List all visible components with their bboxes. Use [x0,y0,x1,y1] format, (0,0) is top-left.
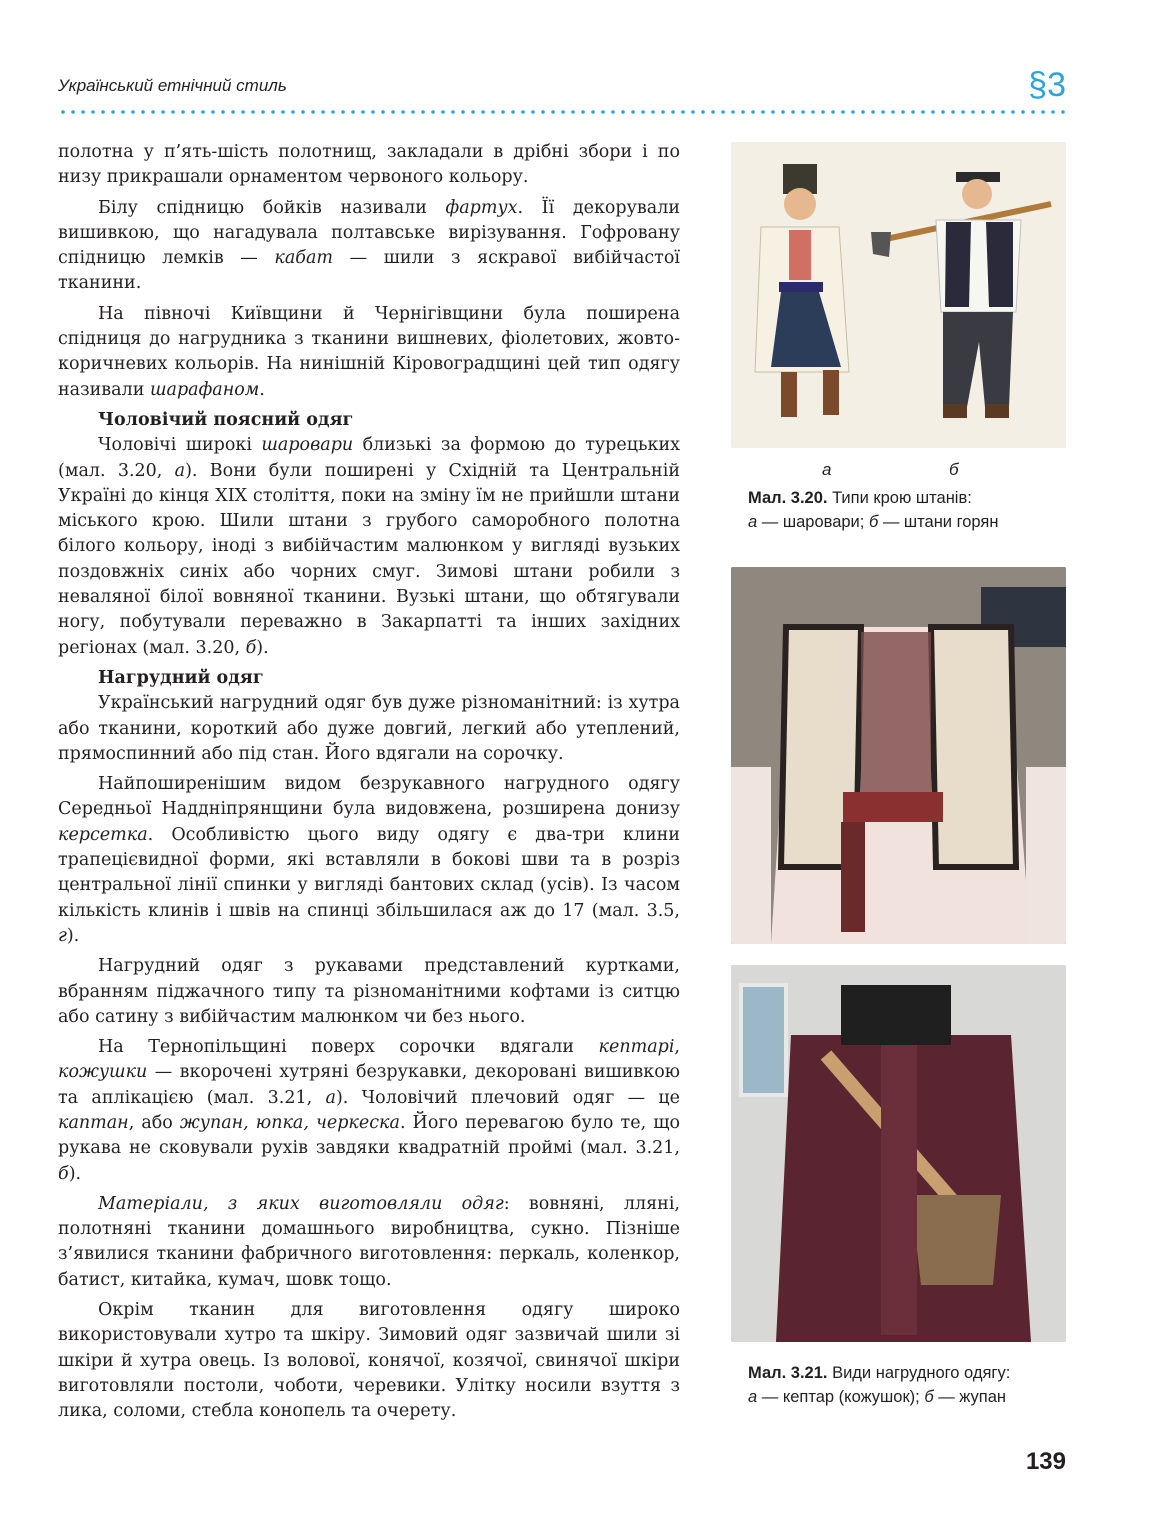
text-span: ). [68,1163,82,1184]
text-span: На Тернопільщині поверх сорочки вдягали [98,1037,599,1058]
belt-tassel-shape [841,822,865,932]
term: керсетка [58,824,148,845]
text-span: Найпоширенішим видом безрукавного нагрудного одягу Середньої Наддніпрянщини була видовжена, розширена донизу [58,774,680,820]
caption-number: Мал. 3.21. [748,1364,828,1382]
text-span: Чоловічі широкі [98,435,262,456]
paragraph [58,433,680,661]
costume-illustration [731,142,1066,448]
figure-3-21a-photo [731,567,1066,944]
text-span: — шили з яскравої вибійчастої тканини. [58,248,680,294]
trousers-shape [943,312,1013,407]
jacket-placket-shape [881,1045,917,1335]
text-span: , або [128,1112,180,1133]
keptar-photo [731,567,1066,944]
subheading: Нагрудний одяг [98,667,264,688]
figure-ref: г [58,925,67,946]
text-span: Білу спідницю бойків називали [98,197,446,218]
embroidery-shape [789,230,811,280]
boot-shape [823,370,839,415]
sleeve-shape [731,767,771,944]
sleeve-shape [1026,767,1066,944]
text-span: . Особливістю цього виду одягу є два-три клини трапецієвидної форми, які вставляли в бокові шви та в розріз центральної лінії спинки у вигляді бантових склад (усів). Із часом кількість клинів і швів на спинці збільшилася аж до 17 (мал. 3.5, [58,824,680,921]
main-text-column [58,140,680,1430]
figure-3-21b-photo [731,965,1066,1342]
window-shape [741,985,786,1095]
paragraph [58,1298,680,1424]
figure-sublabel-b: б [949,460,959,479]
figure-ref: б [245,637,257,658]
figure-ref: а [174,460,186,481]
term: кептарі [598,1037,675,1058]
figure-3-21-caption [748,1361,1068,1409]
text-span: Нагрудний одяг з рукавами представлений куртками, вбранням піджачного типу та різноманітними кофтами із ситцю або сатину з вибійчастим малюнком чи без нього. [58,956,680,1027]
embroidered-bib-shape [861,632,931,792]
paragraph [58,772,680,949]
figure-ref: б [58,1163,69,1184]
text-span: близькі за формою до турецьких (мал. 3.20, [58,435,680,481]
caption-text: Види нагрудного одягу: [827,1364,1011,1382]
text-span: — вкорочені хутряні безрукавки, декоровані вишивкою та аплікацією (мал. 3.21, [58,1062,680,1108]
text-span: . Його перевагою було те, що рукава не сковували рухів завдяки квадратній проймі (мал. 3.21, [58,1112,680,1159]
paragraph [58,1192,680,1293]
head-shape [962,179,992,209]
figure-3-20-caption [748,486,1068,534]
caption-text: — жупан [933,1388,1006,1406]
text-span: На півночі Київщини й Чернігівщини була поширена спідниця до нагрудника з тканини вишневих, фіолетових, жовто-коричневих кольорів. На нинішній Кіровоградщині цей тип одягу називали [58,303,680,400]
mannequin-neck-shape [841,985,951,1045]
sash-shape [779,282,823,292]
caption-text: — шаровари; [757,513,869,531]
paragraph [58,140,680,191]
paragraph [58,302,680,403]
term: шарафаном [149,379,260,400]
belt-shape [843,792,943,822]
text-span: . [259,379,265,400]
text-span: ). Чоловічий плечовий одяг — це [335,1087,681,1108]
dotted-divider [58,110,1066,114]
term: шаровари [261,435,354,456]
caption-text: — кептар (кожушок); [757,1388,925,1406]
subheading: Чоловічий поясний одяг [98,409,354,430]
shoe-shape [985,404,1009,418]
figure-ref: а [325,1087,336,1108]
caption-number: Мал. 3.20. [748,489,828,507]
paragraph [58,1035,680,1187]
text-span: ). [66,925,80,946]
text-span: . Її декорували вишивкою, що нагадувала полтавське вирізування. Гофровану спідницю лемків — [58,197,680,269]
paragraph [58,196,680,297]
term: Матеріали, з яких виготовляли одяг [98,1193,504,1214]
text-span: Окрім тканин для виготовлення одягу широко використовували хутро та шкіру. Зимовий одяг зазвичай шили зі шкіри й хутра овець. Із волової, конячої, козячої, свинячої шкіри виготовляли постоли, чоботи, черевики. Улітку носили взуття з лика, соломи, стебла конопель та очерету. [58,1300,680,1422]
caption-letter: б [868,513,879,531]
term: кабат [274,248,333,269]
text-span: ). [256,637,269,658]
text-span: , [674,1037,680,1058]
axe-head-shape [871,232,891,257]
text-span: ). Вони були поширені у Східній та Центральній Україні до кінця XIX століття, поки на зміну їм не прийшли штани міського крою. Шили штани з грубого саморобного полотна білого кольору, іноді з вибійчастим малюнком у вигляді вузьких поздовжніх синіх або чорних смуг. Зимові штани робили з неваляної білої вовняної тканини. Вузькі штани, що обтягували ногу, побутували переважно в Закарпатті та інших західних регіонах (мал. 3.20, [58,460,680,658]
term: жупан, юпка, черкеска [179,1112,400,1133]
page-number: 139 [1025,1448,1066,1475]
shoe-shape [943,404,967,418]
running-title: Український етнічний стиль [58,76,287,95]
caption-letter: а [748,513,758,531]
leather-bag-shape [911,1195,1001,1285]
caption-letter: а [748,1388,758,1406]
text-span: полотна у п’ять-шість полотнищ, закладали в дрібні збори і по низу прикрашали орнаментом червоного кольору. [58,142,680,188]
paragraph [58,954,680,1030]
term: каптан [58,1112,129,1133]
head-shape [784,188,816,220]
vest-right-shape [931,627,1016,867]
text-span: Український нагрудний одяг був дуже різноманітний: із хутра або тканини, короткий або дуже довгий, легкий або утеплений, прямоспинний або під стан. Його вдягали на сорочку. [58,693,680,764]
figure-sublabel-a: а [822,460,832,479]
zhupan-photo [731,965,1066,1342]
term: фартух [445,197,518,218]
term: кожушки [58,1062,148,1083]
caption-text: Типи крою штанів: [827,489,972,507]
paragraph [58,691,680,767]
text-span: : вовняні, лляні, полотняні тканини домашнього виробництва, сукно. Пізніше з’явилися тканини фабричного виготовлення: перкаль, коленкор, батист, китайка, кумач, шовк тощо. [58,1193,680,1290]
caption-text: — штани горян [878,513,999,531]
figure-3-20-illustration [731,142,1066,448]
section-mark: §3 [1028,66,1066,104]
caption-letter: б [924,1388,934,1406]
boot-shape [781,372,797,417]
